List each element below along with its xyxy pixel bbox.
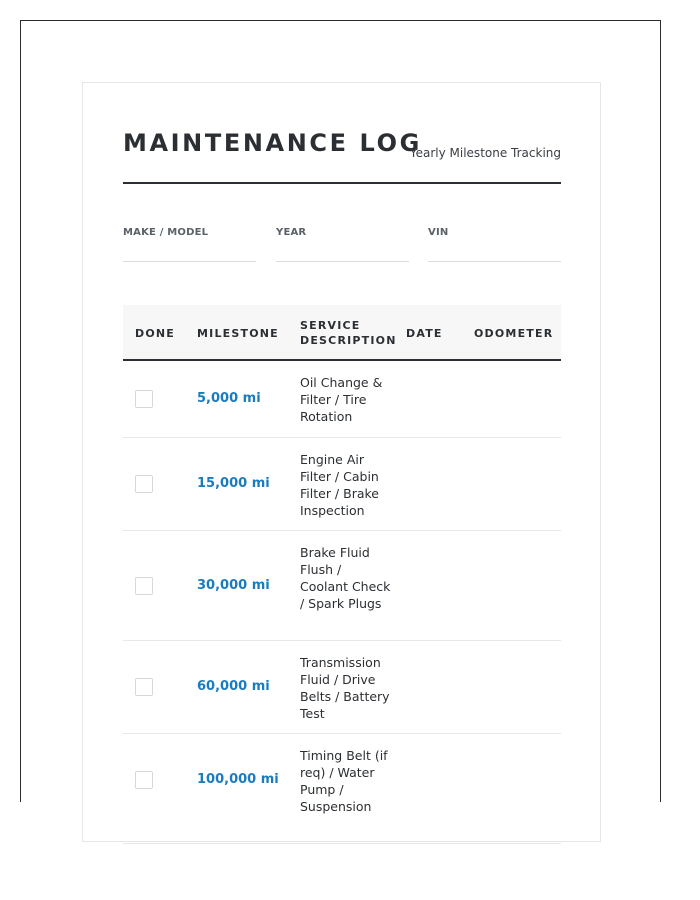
done-checkbox[interactable] [135, 577, 153, 595]
column-header-done: DONE [135, 327, 176, 340]
table-row [123, 361, 561, 438]
service-description: Timing Belt (if req) / Water Pump / Suspension [300, 748, 388, 814]
milestone-value: 5,000 mi [197, 391, 261, 406]
column-header-date: DATE [406, 327, 443, 340]
vin-input-line[interactable] [428, 261, 561, 262]
sheet-content [123, 129, 561, 814]
done-checkbox[interactable] [135, 475, 153, 493]
column-header-milestone: MILESTONE [197, 327, 279, 340]
service-description: Brake Fluid Flush / Coolant Check / Spark Plugs [300, 545, 391, 611]
column-header-service-description [300, 318, 397, 348]
table-row [123, 734, 561, 844]
milestone-value: 60,000 mi [197, 679, 270, 694]
table-row [123, 438, 561, 531]
service-description: Oil Change & Filter / Tire Rotation [300, 375, 383, 424]
vin-field[interactable] [428, 227, 561, 262]
make-model-input-line[interactable] [123, 261, 256, 262]
column-header-service-line2: DESCRIPTION [300, 334, 397, 347]
done-checkbox[interactable] [135, 771, 153, 789]
column-header-service-line1: SERVICE [300, 319, 361, 332]
table-row [123, 641, 561, 734]
log-sheet [82, 82, 601, 842]
column-header-odometer: ODOMETER [474, 327, 554, 340]
maintenance-table [123, 305, 561, 844]
vin-label: VIN [428, 227, 449, 238]
table-header [123, 305, 561, 361]
service-description: Transmission Fluid / Drive Belts / Battery Test [300, 655, 390, 721]
table-row [123, 531, 561, 641]
vehicle-info-fields [123, 184, 561, 268]
title-row [123, 129, 561, 184]
done-checkbox[interactable] [135, 390, 153, 408]
make-model-field[interactable] [123, 227, 256, 262]
milestone-value: 15,000 mi [197, 476, 270, 491]
service-description: Engine Air Filter / Cabin Filter / Brake Inspection [300, 452, 379, 518]
milestone-value: 100,000 mi [197, 772, 279, 787]
year-field[interactable] [276, 227, 409, 262]
year-input-line[interactable] [276, 261, 409, 262]
year-label: YEAR [276, 227, 307, 238]
document-frame [20, 20, 661, 814]
page-title: MAINTENANCE LOG [123, 129, 422, 157]
page-subtitle: Yearly Milestone Tracking [409, 146, 561, 160]
milestone-value: 30,000 mi [197, 578, 270, 593]
make-model-label: MAKE / MODEL [123, 227, 209, 238]
done-checkbox[interactable] [135, 678, 153, 696]
